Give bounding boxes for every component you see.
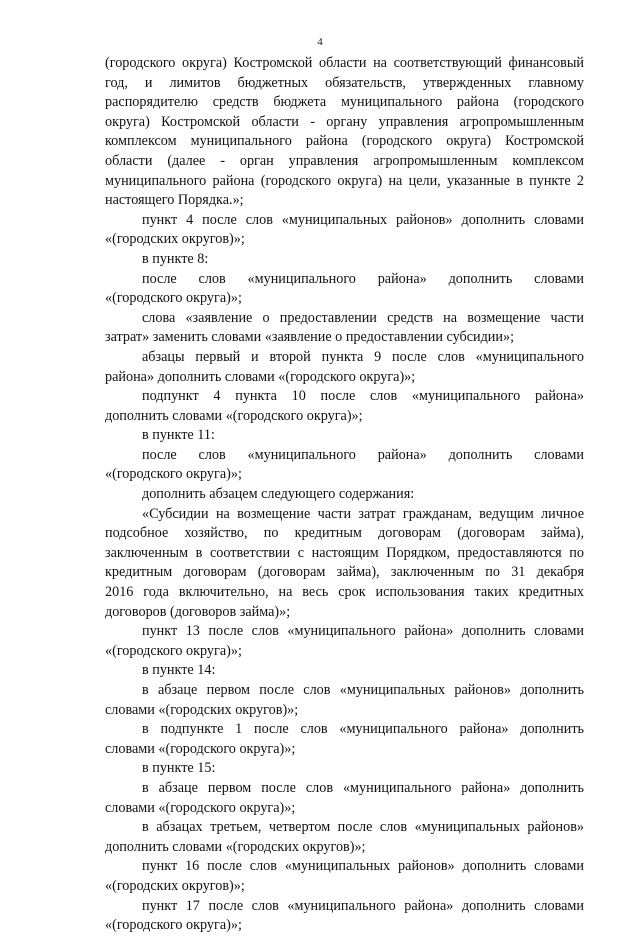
text-line: в пункте 14: [142,662,216,679]
document-body-text [105,54,584,936]
text-line: района» дополнить словами «(городского округа)»; [105,368,416,385]
text-line: в абзацах третьем, четвертом после слов «муниципальных районов» [142,819,584,836]
text-line: «(городского округа)»; [105,642,242,659]
text-line: слова «заявление о предоставлении средств на возмещение части [142,309,584,326]
text-line: «(городского округа)»; [105,290,242,307]
text-line: пункт 4 после слов «муниципальных районов» дополнить словами [142,211,584,228]
text-line: округа) Костромской области - органу управления агропромышленным [105,113,584,130]
text-line: «(городских округов)»; [105,231,245,248]
text-line: пункт 16 после слов «муниципальных районов» дополнить словами [142,858,584,875]
text-line: в пункте 11: [142,427,215,444]
text-line: в пункте 15: [142,760,216,777]
text-line: «Субсидии на возмещение части затрат гражданам, ведущим личное [142,505,584,522]
text-line: пункт 17 после слов «муниципального района» дополнить словами [142,897,584,914]
text-line: муниципального района (городского округа) на цели, указанные в пункте 2 [105,172,584,189]
text-line: «(городских округов)»; [105,877,245,894]
text-line: словами «(городского округа)»; [105,799,296,816]
text-line: «(городского округа)»; [105,917,242,934]
text-line: кредитным договорам (договорам займа), заключенным по 31 декабря [105,564,584,581]
text-line: словами «(городских округов)»; [105,701,299,718]
text-line: дополнить словами «(городских округов)»; [105,838,366,855]
text-line: подсобное хозяйство, по кредитным договорам (договорам займа), [105,525,584,542]
text-line: настоящего Порядка.»; [105,192,244,209]
text-line: в абзаце первом после слов «муниципальных районов» дополнить [142,682,584,698]
text-line: подпункт 4 пункта 10 после слов «муниципального района» [142,388,584,405]
text-line: «(городского округа)»; [105,466,242,483]
text-line: затрат» заменить словами «заявление о предоставлении субсидии»; [105,329,515,346]
text-line: дополнить словами «(городского округа)»; [105,407,363,424]
text-line: пункт 13 после слов «муниципального района» дополнить словами [142,623,584,640]
page-number: 4 [317,36,323,48]
text-line: (городского округа) Костромской области на соответствующий финансовый [105,55,584,71]
text-line: распорядителю средств бюджета муниципального района (городского [105,94,584,111]
text-line: в пункте 8: [142,250,209,267]
text-line: в абзаце первом после слов «муниципального района» дополнить [142,779,584,796]
text-line: абзацы первый и второй пункта 9 после слов «муниципального [142,348,584,365]
text-line: 2016 года включительно, на весь срок использования таких кредитных [105,584,584,601]
text-line: договоров (договоров займа)»; [105,603,291,620]
text-line: после слов «муниципального района» дополнить словами [142,270,584,287]
text-line: области (далее - орган управления агропромышленным комплексом [105,152,584,169]
text-line: дополнить абзацем следующего содержания: [142,486,415,503]
text-line: в подпункте 1 после слов «муниципального района» дополнить [142,721,584,738]
text-line: комплексом муниципального района (городского округа) Костромской [105,133,584,150]
text-line: словами «(городского округа)»; [105,740,296,757]
text-line: год, и лимитов бюджетных обязательств, утвержденных главному [105,74,584,91]
text-line: заключенным в соответствии с настоящим Порядком, предоставляются по [105,544,584,561]
text-line: после слов «муниципального района» дополнить словами [142,446,584,463]
